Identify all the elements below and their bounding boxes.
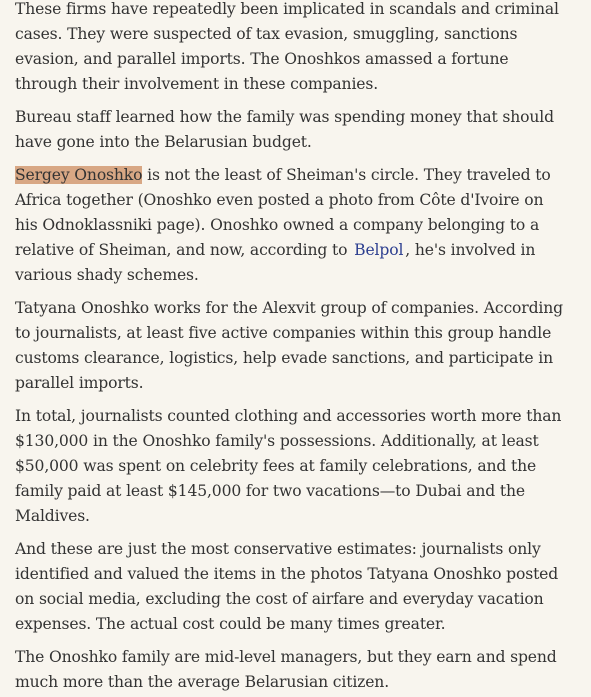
paragraph-estimates: And these are just the most conservative estimates: journalists only identified and valued the items in the photos Tatyana Onoshko posted on social media, excluding the cost of airfare and everyday vacation expenses. The actual cost could be many times greater. [15,540,559,633]
paragraph-tatyana: Tatyana Onoshko works for the Alexvit group of companies. According to journalists, at least five active companies within this group handle customs clearance, logistics, help evade sanctions, and participate in parallel imports. [15,299,563,392]
paragraph-budget: Bureau staff learned how the family was spending money that should have gone into the Belarusian budget. [15,108,554,151]
paragraph-conclusion: The Onoshko family are mid-level managers, but they earn and spend much more than the average Belarusian citizen. [15,648,557,691]
paragraph-sergey [15,163,569,288]
highlighted-name: Sergey Onoshko [15,166,143,184]
paragraph-companies: These firms have repeatedly been implicated in scandals and criminal cases. They were suspected of tax evasion, smuggling, sanctions evasion, and parallel imports. The Onoshkos amassed a fortune through their involvement in these companies. [15,0,559,93]
paragraph-text: , he's involved in various shady schemes. [15,241,536,284]
paragraph-possessions: In total, journalists counted clothing and accessories worth more than $130,000 in the Onoshko family's possessions. Additionally, at least $50,000 was spent on celebrity fees at family celebrations, and the family paid at least $145,000 for two vacations—to Dubai and the Maldives. [15,407,562,525]
paragraph-text: is not the least of Sheiman's circle. They traveled to Africa together (Onoshko even posted a photo from Côte d'Ivoire on his Odnoklassniki page). Onoshko owned a company belonging to a relative of Sheiman, and now, according to [15,166,551,259]
belpol-link[interactable]: Belpol [354,241,404,259]
